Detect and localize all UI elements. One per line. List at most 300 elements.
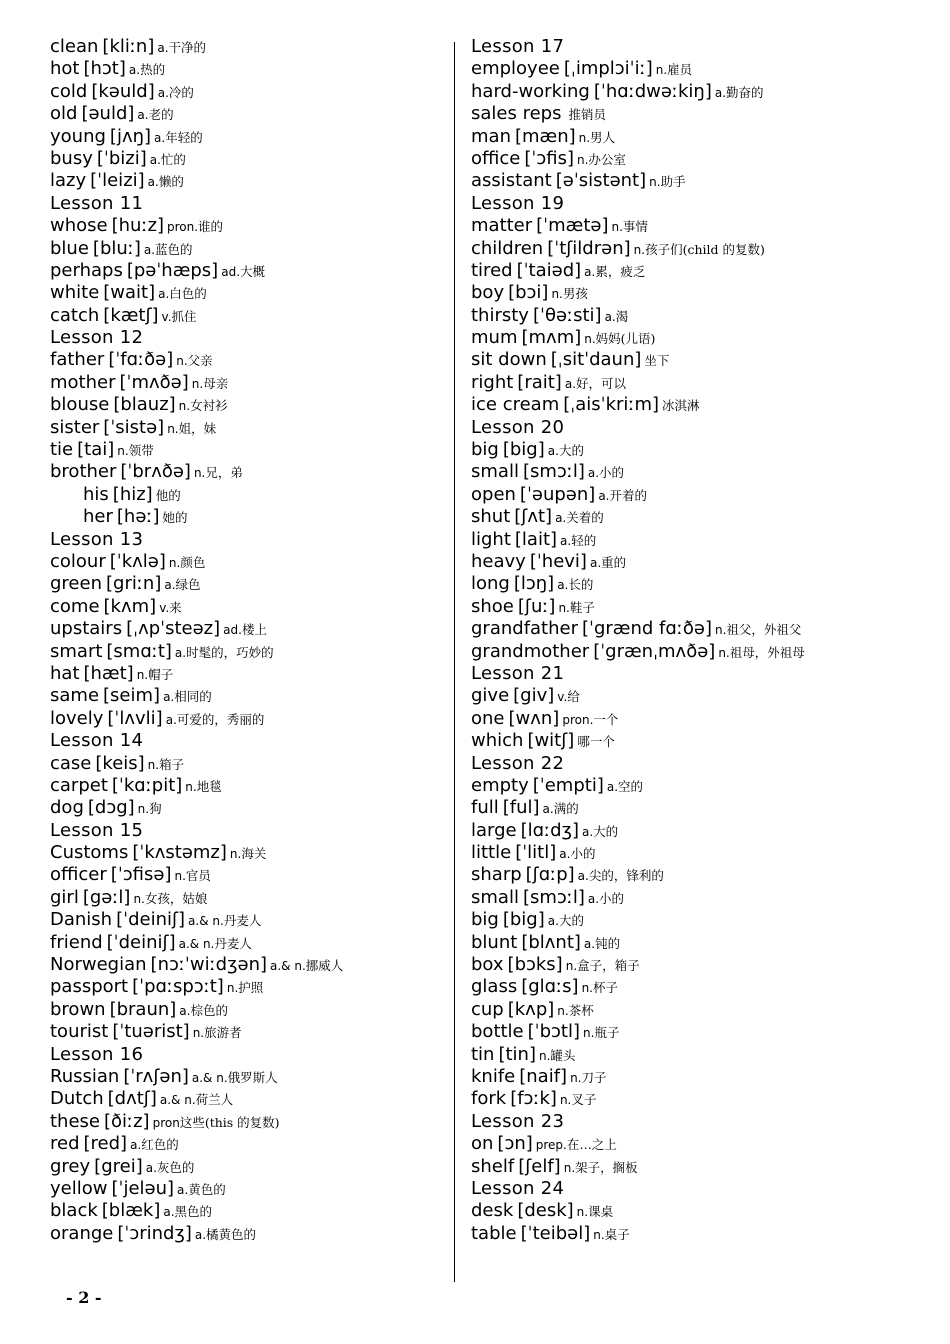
vocab-phonetic: [gəːl] (82, 886, 131, 908)
vocab-word: lovely (50, 707, 104, 729)
vocab-phonetic: [blauz] (113, 394, 176, 416)
vocab-phonetic: [ˈkɑːpit] (111, 774, 183, 796)
vocab-word: knife (471, 1065, 516, 1087)
vocab-part-of-speech: n. (649, 175, 661, 190)
vocab-meaning: 狗 (149, 801, 162, 817)
vocab-word: Customs (50, 842, 129, 864)
vocab-entry (50, 864, 445, 886)
vocab-part-of-speech: a. (547, 914, 559, 929)
vocab-part-of-speech: a. (174, 645, 187, 660)
vocab-phonetic: [ˈgrænd fɑːðə] (582, 618, 712, 640)
vocab-word: desk (471, 1200, 514, 1222)
vocab-meaning: 护照 (238, 980, 264, 996)
vocab-meaning: 开着的 (609, 487, 647, 503)
vocab-phonetic: [ˈtaiəd] (516, 259, 582, 281)
vocab-word: these (50, 1110, 100, 1132)
vocab-part-of-speech: a. (559, 847, 571, 862)
vocab-entry (471, 954, 901, 976)
vocab-meaning: 颜色 (180, 554, 206, 570)
vocab-entry (50, 372, 445, 394)
vocab-word: dog (50, 797, 84, 819)
vocab-meaning: 小的 (570, 846, 596, 862)
vocab-meaning: 蓝色的 (155, 241, 193, 257)
lesson-title: Lesson 12 (50, 327, 144, 349)
vocab-entry (471, 730, 901, 752)
lesson-heading (471, 663, 901, 685)
vocab-phonetic: [seim] (103, 685, 161, 707)
vocab-entry (50, 238, 445, 260)
vocab-entry (471, 932, 901, 954)
lesson-title: Lesson 20 (471, 416, 565, 438)
vocab-meaning: 雇员 (667, 62, 693, 78)
vocab-part-of-speech: n. (718, 645, 730, 660)
vocab-word: blue (50, 237, 89, 259)
vocab-word: case (50, 752, 92, 774)
lesson-title: Lesson 23 (471, 1110, 565, 1132)
vocab-part-of-speech: a.& n. (178, 936, 215, 951)
vocab-meaning: 好，可以 (576, 375, 627, 391)
vocab-part-of-speech: n. (577, 152, 589, 167)
vocab-phonetic: [keis] (95, 752, 145, 774)
vocab-word: upstairs (50, 618, 123, 640)
vocab-phonetic: [ˈsistə] (103, 416, 165, 438)
vocab-entry (471, 641, 901, 663)
vocab-meaning: 冰淇淋 (662, 398, 700, 414)
vocab-entry (50, 349, 445, 371)
vocab-entry (471, 685, 901, 707)
vocab-part-of-speech: a. (157, 41, 169, 55)
vocab-entry (471, 484, 901, 506)
vocab-phonetic: [ˈɔfis] (524, 147, 574, 169)
vocab-meaning: 丹麦人 (214, 935, 252, 951)
vocab-word: shoe (471, 595, 514, 617)
vocab-meaning: 棕色的 (190, 1002, 228, 1018)
lesson-title: Lesson 17 (471, 36, 565, 57)
lesson-title: Lesson 21 (471, 662, 565, 684)
vocab-word: man (471, 125, 511, 147)
vocab-phonetic: [ˈleizi] (90, 170, 145, 192)
vocab-entry (471, 305, 901, 327)
vocab-meaning: 女衬衫 (190, 398, 228, 414)
vocab-word: brown (50, 998, 106, 1020)
left-column (50, 36, 445, 1245)
vocab-part-of-speech: a. (587, 891, 600, 906)
vocab-entry (50, 909, 445, 931)
vocab-entry (50, 81, 445, 103)
vocab-word: full (471, 797, 499, 819)
vocab-part-of-speech: a. (128, 63, 141, 78)
vocab-phonetic: [ˈpɑːspɔːt] (132, 976, 224, 998)
vocab-meaning: 姐，妹 (178, 420, 217, 436)
vocab-meaning: 给 (567, 689, 580, 705)
vocab-entry (50, 215, 445, 237)
right-column (471, 36, 901, 1245)
vocab-entry (471, 349, 901, 371)
vocab-part-of-speech: n. (229, 847, 242, 862)
vocab-phonetic: [ˈbɔtl] (527, 1021, 581, 1043)
vocab-phonetic: [bluː] (92, 237, 141, 259)
vocab-word: employee (471, 58, 560, 80)
vocab-phonetic: [ʃɑːp] (525, 864, 575, 886)
vocab-part-of-speech: a. (149, 152, 161, 167)
vocab-meaning: 哪一个 (577, 734, 615, 750)
vocab-word: passport (50, 976, 129, 998)
vocab-phonetic: [griːn] (106, 573, 162, 595)
vocab-entry (50, 596, 445, 618)
vocab-word: large (471, 819, 517, 841)
vocab-meaning: 她的 (162, 510, 188, 526)
vocab-entry (471, 58, 901, 80)
vocab-phonetic: [ˈlʌvli] (107, 707, 163, 729)
vocab-part-of-speech: n. (193, 466, 206, 481)
vocab-word: empty (471, 774, 529, 796)
vocab-part-of-speech: a. (165, 712, 177, 727)
vocab-meaning: 刀子 (581, 1069, 607, 1085)
vocab-phonetic: [giv] (513, 685, 555, 707)
vocab-word: green (50, 573, 102, 595)
lesson-title: Lesson 11 (50, 192, 144, 214)
vocab-word: perhaps (50, 259, 123, 281)
vocab-entry (50, 170, 445, 192)
vocab-meaning: 地毯 (196, 778, 222, 794)
vocab-phonetic: [kætʃ] (103, 304, 159, 326)
vocab-meaning: 冷的 (168, 84, 194, 100)
vocab-word: hard-working (471, 80, 590, 102)
vocab-phonetic: [ˈmætə] (536, 215, 609, 237)
lesson-title: Lesson 13 (50, 528, 144, 550)
vocab-word: lazy (50, 170, 87, 192)
vocab-phonetic: [ˈjeləu] (111, 1177, 175, 1199)
vocab-meaning: 大的 (558, 913, 584, 929)
vocab-phonetic: [wait] (103, 282, 156, 304)
vocab-meaning: 叉子 (571, 1092, 597, 1108)
vocab-part-of-speech: n. (558, 600, 570, 615)
vocab-entry (471, 596, 901, 618)
vocab-meaning: 帽子 (148, 666, 174, 682)
vocab-phonetic: [smɑːt] (106, 640, 172, 662)
vocab-part-of-speech: a. (542, 802, 554, 817)
lesson-heading (471, 193, 901, 215)
vocab-entry (471, 551, 901, 573)
vocab-word: matter (471, 215, 533, 237)
vocab-word: Dutch (50, 1088, 104, 1110)
vocab-phonetic: [big] (502, 439, 545, 461)
vocab-meaning: 轻的 (571, 532, 597, 548)
vocab-meaning: 一个 (593, 711, 619, 727)
vocab-phonetic: [ˈbrʌðə] (120, 461, 191, 483)
vocab-part-of-speech: a. (179, 1003, 191, 1018)
vocab-phonetic: [lɔŋ] (513, 573, 555, 595)
vocab-meaning: 事情 (622, 219, 648, 235)
lesson-heading (50, 1044, 445, 1066)
vocab-phonetic: [pəˈhæps] (126, 259, 219, 281)
vocab-meaning: 时髦的，巧妙的 (186, 644, 274, 660)
vocab-part-of-speech: n. (117, 444, 129, 459)
vocab-entry (50, 1021, 445, 1043)
vocab-phonetic: [ˈhɑːdwəːkiŋ] (593, 80, 712, 102)
vocab-phonetic: [ˈθəːsti] (532, 304, 602, 326)
vocab-phonetic: [red] (83, 1133, 128, 1155)
lesson-heading (471, 1178, 901, 1200)
vocab-part-of-speech: n. (178, 399, 191, 414)
vocab-phonetic: [əˈsistənt] (555, 170, 647, 192)
vocab-word: glass (471, 976, 518, 998)
vocab-meaning: 办公室 (588, 151, 626, 167)
lesson-heading (471, 753, 901, 775)
vocab-meaning: 官员 (185, 868, 211, 884)
vocab-phonetic: [tai] (77, 439, 115, 461)
vocab-word: white (50, 282, 100, 304)
vocab-entry (471, 215, 901, 237)
vocab-entry (471, 282, 901, 304)
vocab-phonetic: [witʃ] (527, 730, 575, 752)
vocab-phonetic: [bɔks] (507, 954, 563, 976)
vocab-entry (471, 708, 901, 730)
vocab-entry (471, 1156, 901, 1178)
vocab-meaning: 女孩，姑娘 (144, 890, 208, 906)
vocab-word: cup (471, 998, 504, 1020)
vocab-phonetic: [naif] (519, 1065, 568, 1087)
vocab-part-of-speech: a. (557, 578, 569, 593)
vocab-word: small (471, 886, 519, 908)
vocab-meaning: 妈妈(儿语) (595, 331, 656, 347)
vocab-phonetic: [dʌtʃ] (107, 1088, 157, 1110)
vocab-word: her (83, 506, 113, 528)
vocab-meaning: 桌子 (604, 1226, 630, 1242)
vocab-meaning: 橘黄色的 (206, 1226, 257, 1242)
vocab-part-of-speech: n. (576, 1205, 589, 1220)
vocab-word: box (471, 954, 504, 976)
vocab-entry (471, 1021, 901, 1043)
vocab-meaning: 可爱的，秀丽的 (176, 711, 265, 727)
lesson-heading (471, 1111, 901, 1133)
vocab-entry (50, 618, 445, 640)
vocab-word: grandfather (471, 618, 578, 640)
vocab-meaning: 祖母，外祖母 (729, 644, 805, 660)
vocab-part-of-speech: a. (194, 1227, 207, 1242)
vocab-part-of-speech: n. (593, 1227, 605, 1242)
vocab-part-of-speech: a. (147, 175, 159, 190)
vocab-word: boy (471, 282, 505, 304)
vocab-part-of-speech: a. (581, 824, 594, 839)
vocab-word: father (50, 349, 105, 371)
vocab-entry (50, 1066, 445, 1088)
vocab-phonetic: [ʃuː] (517, 595, 556, 617)
vocab-entry (471, 1200, 901, 1222)
vocab-entry (50, 999, 445, 1021)
vocab-word: heavy (471, 550, 526, 572)
vocab-word: shelf (471, 1155, 515, 1177)
vocab-part-of-speech: n. (136, 667, 149, 682)
vocab-entry (471, 529, 901, 551)
vocab-meaning: 俄罗斯人 (227, 1069, 278, 1085)
vocab-part-of-speech: a. (157, 85, 169, 100)
vocab-part-of-speech: a. (154, 130, 166, 145)
vocab-word: same (50, 685, 100, 707)
vocab-entry (471, 820, 901, 842)
vocab-word: catch (50, 304, 100, 326)
vocab-entry (50, 103, 445, 125)
lesson-title: Lesson 15 (50, 819, 144, 841)
page-number: - 2 - (66, 1288, 102, 1307)
vocab-part-of-speech: a. (583, 936, 596, 951)
vocab-meaning: 灰色的 (156, 1159, 195, 1175)
vocab-meaning: 杯子 (592, 980, 618, 996)
vocab-meaning: 茶杯 (568, 1002, 594, 1018)
vocab-word: mother (50, 371, 116, 393)
vocab-entry (471, 909, 901, 931)
vocab-meaning: 大的 (593, 823, 619, 839)
vocab-word: busy (50, 147, 93, 169)
vocab-entry (471, 842, 901, 864)
vocab-word: sharp (471, 864, 522, 886)
vocab-entry (50, 1200, 445, 1222)
vocab-meaning: 祖父，外祖父 (726, 622, 802, 638)
vocab-word: big (471, 439, 499, 461)
vocab-meaning: 在…之上 (566, 1137, 617, 1153)
vocab-meaning: 累，疲乏 (595, 263, 646, 279)
vocab-part-of-speech: a. (584, 264, 596, 279)
vocab-entry (50, 58, 445, 80)
vocab-part-of-speech: a. (598, 488, 610, 503)
vocab-meaning: 年轻的 (165, 129, 203, 145)
lesson-title: Lesson 24 (471, 1177, 565, 1199)
vocab-part-of-speech: a. (158, 287, 170, 302)
vocab-word: his (83, 483, 109, 505)
vocab-entry (471, 976, 901, 998)
vocab-part-of-speech: n. (584, 332, 596, 347)
vocab-entry (50, 394, 445, 416)
vocab-meaning: 忙的 (160, 151, 186, 167)
lesson-heading (471, 417, 901, 439)
vocab-entry (50, 1178, 445, 1200)
vocab-word: table (471, 1222, 517, 1244)
vocab-entry (50, 663, 445, 685)
vocab-phonetic: [huːz] (111, 215, 164, 237)
vocab-meaning: 相同的 (174, 689, 212, 705)
vocab-entry (471, 327, 901, 349)
lesson-title: Lesson 22 (471, 752, 565, 774)
vocab-phonetic: [desk] (517, 1200, 574, 1222)
vocab-entry (471, 1088, 901, 1110)
vocab-word: smart (50, 640, 103, 662)
vocab-entry (50, 484, 445, 506)
vocab-word: sister (50, 416, 100, 438)
lesson-title: Lesson 16 (50, 1043, 144, 1065)
vocab-entry (471, 461, 901, 483)
vocab-part-of-speech: a. (143, 242, 156, 257)
vocab-part-of-speech: v. (161, 309, 172, 324)
vocab-entry (471, 1223, 901, 1245)
vocab-entry (50, 685, 445, 707)
vocab-entry (50, 954, 445, 976)
vocab-word: yellow (50, 1177, 108, 1199)
vocab-word: officer (50, 864, 107, 886)
vocab-phonetic: [mʌm] (521, 327, 582, 349)
vocab-word: thirsty (471, 304, 529, 326)
vocab-word: grandmother (471, 640, 590, 662)
vocab-part-of-speech: a. (587, 466, 600, 481)
vocab-part-of-speech: a. (555, 511, 567, 526)
vocab-entry (471, 126, 901, 148)
vocab-part-of-speech: n. (570, 1070, 582, 1085)
vocab-part-of-speech: a. (606, 779, 619, 794)
vocab-entry (50, 417, 445, 439)
vocab-part-of-speech: a. (163, 1205, 175, 1220)
vocab-word: ice cream (471, 394, 560, 416)
vocab-part-of-speech: ad. (221, 264, 241, 279)
vocab-phonetic: [smɔːl] (522, 886, 585, 908)
vocab-word: old (50, 103, 78, 125)
vocab-part-of-speech: n. (192, 1026, 205, 1041)
vocab-phonetic: [smɔːl] (522, 461, 585, 483)
vocab-phonetic: [fɔːk] (510, 1088, 557, 1110)
vocab-part-of-speech: n. (559, 1093, 572, 1108)
vocab-entry (471, 1044, 901, 1066)
vocab-meaning: 重的 (601, 554, 627, 570)
vocab-meaning: 干净的 (168, 40, 207, 55)
vocab-word: open (471, 483, 516, 505)
vocab-meaning: 大的 (558, 443, 584, 459)
vocab-entry (50, 551, 445, 573)
vocab-word: tin (471, 1043, 495, 1065)
vocab-part-of-speech: a.& n. (270, 959, 306, 974)
vocab-part-of-speech: a. (564, 376, 577, 391)
vocab-word: Norwegian (50, 954, 147, 976)
vocab-phonetic: [rait] (517, 371, 562, 393)
vocab-word: which (471, 730, 524, 752)
vocab-entry (50, 260, 445, 282)
vocab-phonetic: [ˈdeiniʃ] (106, 931, 176, 953)
vocab-word: brother (50, 461, 117, 483)
vocab-part-of-speech: n. (167, 421, 179, 436)
vocab-entry (471, 260, 901, 282)
vocab-phonetic: [ˈgrænˌmʌðə] (593, 640, 716, 662)
vocab-meaning: 瓶子 (594, 1025, 620, 1041)
vocab-meaning: 推销员 (568, 107, 606, 123)
vocab-word: assistant (471, 170, 552, 192)
vocab-meaning: 大概 (240, 263, 266, 279)
vocab-word: tourist (50, 1021, 109, 1043)
vocab-phonetic: [ˈmʌðə] (119, 371, 189, 393)
vocab-word: light (471, 528, 511, 550)
vocab-phonetic: [ˈɔfisə] (110, 864, 172, 886)
vocab-phonetic: [ˈəupən] (519, 483, 596, 505)
vocab-entry (471, 887, 901, 909)
vocab-entry (50, 1111, 445, 1133)
vocab-word: sit down (471, 349, 547, 371)
vocab-part-of-speech: a. (604, 309, 616, 324)
lesson-heading (50, 327, 445, 349)
vocab-phonetic: [kliːn] (102, 36, 155, 57)
vocab-word: big (471, 909, 499, 931)
vocab-entry (50, 573, 445, 595)
vocab-entry (50, 976, 445, 998)
vocab-entry (50, 842, 445, 864)
vocab-phonetic: [ˈkʌlə] (109, 550, 166, 572)
vocab-part-of-speech: pron. (562, 712, 594, 727)
vocab-part-of-speech: n. (176, 354, 188, 369)
vocab-phonetic: [ˈtuərist] (112, 1021, 190, 1043)
vocab-part-of-speech: a. (547, 444, 559, 459)
vocab-part-of-speech: n. (633, 242, 646, 257)
vocab-word: cold (50, 80, 88, 102)
vocab-meaning: 黑色的 (174, 1204, 213, 1220)
vocab-meaning: 小的 (599, 465, 625, 481)
vocab-entry (471, 439, 901, 461)
vocab-word: blouse (50, 394, 110, 416)
vocab-phonetic: [ˈempti] (532, 774, 604, 796)
